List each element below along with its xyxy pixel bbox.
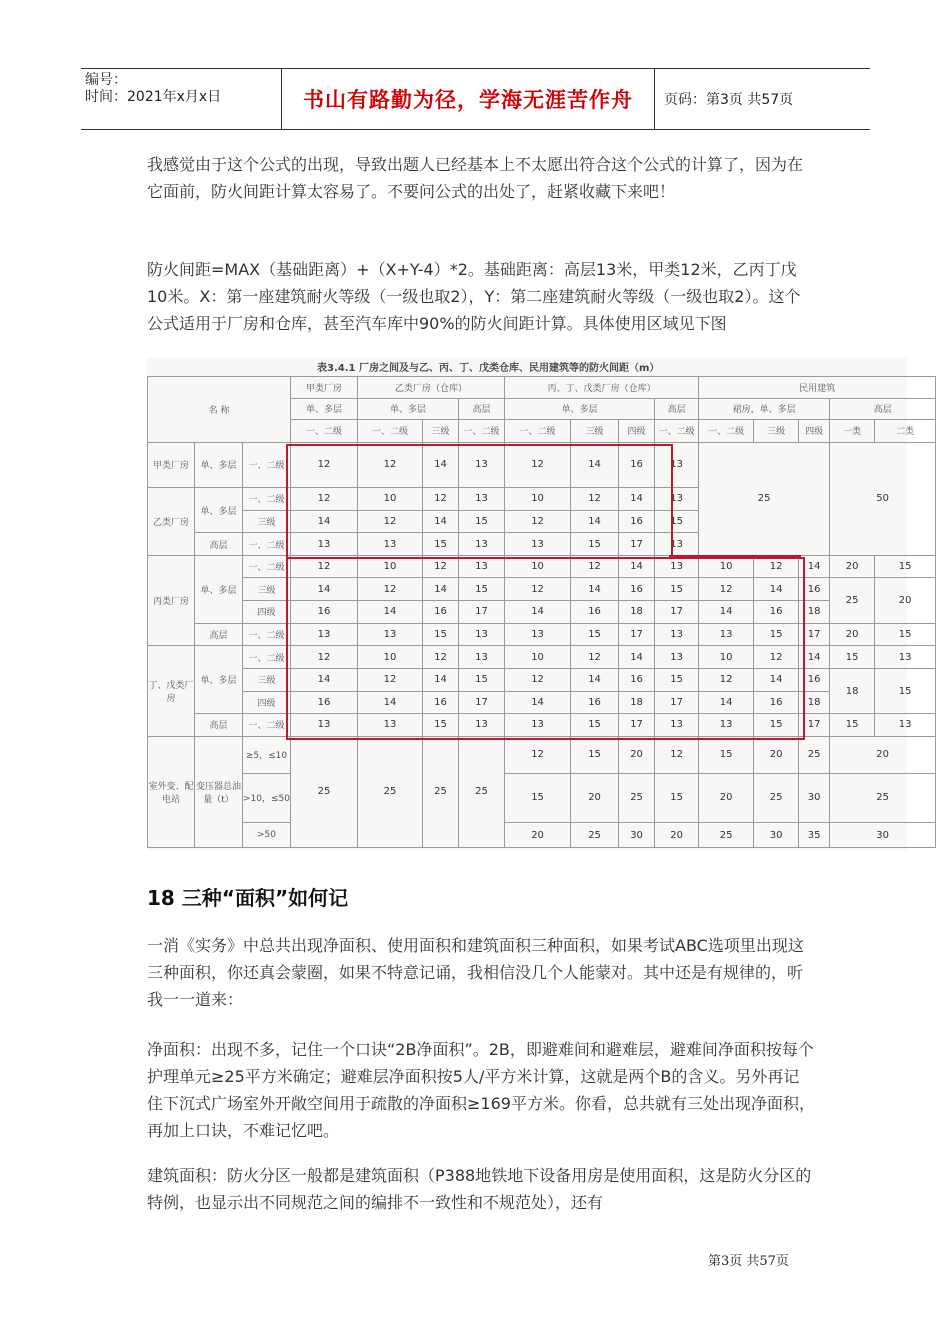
row-grade: 四级 bbox=[243, 691, 291, 714]
table-cell: 14 bbox=[291, 510, 358, 533]
table-cell: 13 bbox=[459, 488, 505, 511]
table-cell: 25 bbox=[358, 736, 423, 847]
table-cell: 16 bbox=[291, 601, 358, 624]
page-footer: 第3页 共57页 bbox=[708, 1254, 789, 1269]
table-cell: 10 bbox=[358, 646, 423, 669]
table-cell: 14 bbox=[619, 555, 655, 578]
table-cell: 25 bbox=[830, 578, 875, 623]
table-cell: 17 bbox=[619, 533, 655, 556]
table-cell: 15 bbox=[699, 736, 754, 773]
table-cell: 12 bbox=[699, 668, 754, 691]
row-grade: 四级 bbox=[243, 601, 291, 624]
table-cell: 10 bbox=[699, 646, 754, 669]
header-yi: 乙类厂房（仓库） bbox=[358, 377, 505, 399]
table-cell: 12 bbox=[754, 646, 799, 669]
page-label: 页码：第3页 共57页 bbox=[664, 92, 794, 108]
header-jia: 甲类厂房 bbox=[291, 377, 358, 399]
grade-cell: 一、二级 bbox=[358, 420, 423, 443]
table-cell: 25 bbox=[459, 736, 505, 847]
table-cell: 14 bbox=[699, 601, 754, 624]
highlight-box-lower bbox=[286, 557, 805, 740]
row-grade: 一、二级 bbox=[243, 533, 291, 556]
table-cell: 14 bbox=[423, 510, 459, 533]
table-cell: 30 bbox=[830, 823, 936, 848]
table-cell: 12 bbox=[358, 578, 423, 601]
table-cell: 30 bbox=[619, 823, 655, 848]
table-cell: 25 bbox=[754, 773, 799, 822]
table-cell: 15 bbox=[655, 668, 699, 691]
grade-cell: 三级 bbox=[571, 420, 619, 443]
highlight-box-step bbox=[669, 555, 801, 557]
table-cell: 50 bbox=[830, 442, 936, 555]
table-cell: 17 bbox=[459, 601, 505, 624]
table-cell: 10 bbox=[505, 555, 571, 578]
row-sub: 高层 bbox=[195, 714, 243, 737]
table-cell: 12 bbox=[291, 488, 358, 511]
table-cell: 16 bbox=[754, 601, 799, 624]
row-grade: 一、二级 bbox=[243, 488, 291, 511]
table-cell: 13 bbox=[699, 623, 754, 646]
table-cell: 15 bbox=[505, 773, 571, 822]
row-label-transformer: 变压器总油量（t） bbox=[195, 736, 243, 847]
row-grade: 三级 bbox=[243, 510, 291, 533]
table-cell: 17 bbox=[799, 714, 830, 737]
table-cell: 20 bbox=[699, 773, 754, 822]
table-cell: 15 bbox=[459, 578, 505, 601]
header-jia-dan: 单、多层 bbox=[291, 398, 358, 420]
table-cell: 12 bbox=[505, 668, 571, 691]
table-cell: 18 bbox=[830, 668, 875, 713]
table-cell: 20 bbox=[571, 773, 619, 822]
time-label: 时间：2021年x月x日 bbox=[85, 89, 222, 105]
table-cell: 20 bbox=[505, 823, 571, 848]
table-cell: 16 bbox=[619, 510, 655, 533]
table-cell: 15 bbox=[571, 714, 619, 737]
table-cell: 15 bbox=[655, 773, 699, 822]
table-cell: 12 bbox=[358, 442, 423, 487]
table-cell: 13 bbox=[655, 442, 699, 487]
grade-cell: 一、二级 bbox=[505, 420, 571, 443]
grade-cell: 一、二级 bbox=[459, 420, 505, 443]
table-cell: 14 bbox=[571, 442, 619, 487]
table-cell: 13 bbox=[875, 714, 936, 737]
table-cell: 18 bbox=[799, 601, 830, 624]
number-label: 编号： bbox=[85, 72, 127, 88]
table-cell: 14 bbox=[699, 691, 754, 714]
row-grade: >10，≤50 bbox=[243, 773, 291, 822]
table-cell: 14 bbox=[571, 510, 619, 533]
row-grade: 一、二级 bbox=[243, 623, 291, 646]
table-caption: 表3.4.1 厂房之间及与乙、丙、丁、戊类仓库、民用建筑等的防火间距（m） bbox=[317, 363, 660, 374]
table-cell: 12 bbox=[291, 555, 358, 578]
grade-cell: 一、二级 bbox=[699, 420, 754, 443]
table-cell: 16 bbox=[754, 691, 799, 714]
table-cell: 25 bbox=[830, 773, 936, 822]
table-cell: 14 bbox=[754, 578, 799, 601]
table-cell: 16 bbox=[423, 601, 459, 624]
table-cell: 13 bbox=[875, 646, 936, 669]
table-cell: 12 bbox=[505, 736, 571, 773]
table-cell: 20 bbox=[830, 736, 936, 773]
table-cell: 25 bbox=[571, 823, 619, 848]
table-cell: 20 bbox=[619, 736, 655, 773]
table-cell: 13 bbox=[459, 623, 505, 646]
table-cell: 25 bbox=[699, 823, 754, 848]
table-cell: 14 bbox=[754, 668, 799, 691]
table-cell: 14 bbox=[619, 488, 655, 511]
row-sub: 单、多层 bbox=[195, 442, 243, 487]
table-cell: 12 bbox=[358, 510, 423, 533]
table-cell: 14 bbox=[505, 601, 571, 624]
table-cell: 12 bbox=[505, 510, 571, 533]
table-cell: 12 bbox=[291, 646, 358, 669]
table-cell: 18 bbox=[799, 691, 830, 714]
table-cell: 14 bbox=[571, 578, 619, 601]
table-cell: 10 bbox=[505, 488, 571, 511]
paragraph-building-area: 建筑面积：防火分区一般都是建筑面积（P388地铁地下设备用房是使用面积，这是防火分区的特例，也显示出不同规范之间的编排不一致性和不规范处），还有 bbox=[147, 1166, 812, 1212]
table-cell: 15 bbox=[875, 668, 936, 713]
table-cell: 25 bbox=[423, 736, 459, 847]
table-cell: 20 bbox=[830, 555, 875, 578]
table-cell: 14 bbox=[358, 691, 423, 714]
header-min-gao: 高层 bbox=[830, 398, 936, 420]
row-grade: 一、二级 bbox=[243, 714, 291, 737]
table-cell: 14 bbox=[423, 578, 459, 601]
header-bing-dan: 单、多层 bbox=[505, 398, 655, 420]
row-label-yi: 乙类厂房 bbox=[148, 488, 195, 556]
table-cell: 12 bbox=[571, 488, 619, 511]
table-cell: 20 bbox=[655, 823, 699, 848]
row-label-jia: 甲类厂房 bbox=[148, 442, 195, 487]
section-title: 18 三种“面积”如何记 bbox=[147, 886, 349, 910]
table-cell: 13 bbox=[699, 714, 754, 737]
table-cell: 17 bbox=[619, 714, 655, 737]
table-cell: 35 bbox=[799, 823, 830, 848]
row-grade: 一、二级 bbox=[243, 555, 291, 578]
header-bing: 丙、丁、戊类厂房（仓库） bbox=[505, 377, 699, 399]
table-cell: 12 bbox=[423, 555, 459, 578]
table-cell: 13 bbox=[505, 623, 571, 646]
table-cell: 12 bbox=[754, 555, 799, 578]
table-cell: 15 bbox=[423, 533, 459, 556]
table-cell: 30 bbox=[799, 773, 830, 822]
table-cell: 15 bbox=[830, 646, 875, 669]
table-cell: 14 bbox=[291, 668, 358, 691]
page-header bbox=[81, 68, 870, 130]
table-cell: 30 bbox=[754, 823, 799, 848]
table-cell: 18 bbox=[619, 691, 655, 714]
header-yi-gao: 高层 bbox=[459, 398, 505, 420]
table-cell: 15 bbox=[459, 510, 505, 533]
table-cell: 16 bbox=[799, 578, 830, 601]
grade-cell: 四级 bbox=[619, 420, 655, 443]
table-cell: 15 bbox=[754, 623, 799, 646]
table-cell: 17 bbox=[655, 691, 699, 714]
class-cell: 一类 bbox=[830, 420, 875, 443]
table-cell: 16 bbox=[571, 601, 619, 624]
row-grade: ≥5，≤10 bbox=[243, 736, 291, 773]
table-cell: 17 bbox=[655, 601, 699, 624]
row-sub: 单、多层 bbox=[195, 555, 243, 623]
table-cell: 14 bbox=[505, 691, 571, 714]
row-sub: 高层 bbox=[195, 533, 243, 556]
table-cell: 13 bbox=[459, 646, 505, 669]
table-cell: 10 bbox=[358, 488, 423, 511]
table-cell: 15 bbox=[655, 510, 699, 533]
table-cell: 14 bbox=[423, 668, 459, 691]
row-grade: >50 bbox=[243, 823, 291, 848]
paragraph-net-area: 净面积：出现不多，记住一个口诀“2B净面积”。2B，即避难间和避难层，避难间净面积按每个护理单元≥25平方米确定；避难层净面积按5人/平方米计算，这就是两个B的含义。另外再记住下沉式广场室外开敞空间用于疏散的净面积≥169平方米。你看，总共就有三处出现净面积，再加上口诀，不难记忆吧。 bbox=[147, 1040, 815, 1140]
table-cell: 13 bbox=[459, 442, 505, 487]
row-label-ding: 丁、戊类厂房 bbox=[148, 646, 195, 736]
grade-cell: 一、二级 bbox=[291, 420, 358, 443]
table-cell: 15 bbox=[571, 623, 619, 646]
table-cell: 15 bbox=[754, 714, 799, 737]
row-sub: 单、多层 bbox=[195, 488, 243, 533]
table-cell: 25 bbox=[291, 736, 358, 847]
table-cell: 10 bbox=[505, 646, 571, 669]
table-cell: 12 bbox=[423, 488, 459, 511]
row-label-bing: 丙类厂房 bbox=[148, 555, 195, 645]
table-cell: 13 bbox=[459, 533, 505, 556]
table-cell: 12 bbox=[699, 578, 754, 601]
table-cell: 13 bbox=[291, 533, 358, 556]
table-cell: 17 bbox=[619, 623, 655, 646]
table-cell: 25 bbox=[619, 773, 655, 822]
table-cell: 18 bbox=[619, 601, 655, 624]
table-cell: 13 bbox=[505, 533, 571, 556]
row-grade: 一、二级 bbox=[243, 442, 291, 487]
table-cell: 13 bbox=[655, 623, 699, 646]
table-cell: 13 bbox=[655, 533, 699, 556]
table-cell: 12 bbox=[655, 736, 699, 773]
table-cell: 12 bbox=[358, 668, 423, 691]
table-cell: 12 bbox=[505, 442, 571, 487]
row-grade: 一、二级 bbox=[243, 646, 291, 669]
class-cell: 二类 bbox=[875, 420, 936, 443]
paragraph-areas: 一消《实务》中总共出现净面积、使用面积和建筑面积三种面积，如果考试ABC选项里出现这三种面积，你还真会蒙圈，如果不特意记诵，我相信没几个人能蒙对。其中还是有规律的，听我一一道来： bbox=[147, 936, 804, 1009]
table-cell: 16 bbox=[423, 691, 459, 714]
table-cell: 15 bbox=[459, 668, 505, 691]
table-cell: 14 bbox=[571, 668, 619, 691]
table-cell: 15 bbox=[655, 578, 699, 601]
header-min: 民用建筑 bbox=[699, 377, 936, 399]
table-cell: 13 bbox=[358, 533, 423, 556]
table-cell: 13 bbox=[291, 714, 358, 737]
table-cell: 14 bbox=[358, 601, 423, 624]
table-cell: 14 bbox=[619, 646, 655, 669]
table-cell: 14 bbox=[799, 646, 830, 669]
table-cell: 15 bbox=[423, 623, 459, 646]
table-cell: 14 bbox=[291, 578, 358, 601]
table-cell: 14 bbox=[423, 442, 459, 487]
table-cell: 12 bbox=[423, 646, 459, 669]
header-bing-gao: 高层 bbox=[655, 398, 699, 420]
table-cell: 15 bbox=[875, 623, 936, 646]
table-cell: 12 bbox=[291, 442, 358, 487]
table-cell: 13 bbox=[505, 714, 571, 737]
row-sub: 高层 bbox=[195, 623, 243, 646]
table-cell: 25 bbox=[799, 736, 830, 773]
table-cell: 13 bbox=[358, 623, 423, 646]
table-cell: 15 bbox=[830, 714, 875, 737]
table-cell: 17 bbox=[459, 691, 505, 714]
highlight-box-upper bbox=[286, 444, 673, 559]
table-cell: 15 bbox=[875, 555, 936, 578]
table-cell: 16 bbox=[291, 691, 358, 714]
table-cell: 13 bbox=[655, 646, 699, 669]
table-cell: 10 bbox=[358, 555, 423, 578]
grade-cell: 三级 bbox=[754, 420, 799, 443]
table-cell: 25 bbox=[699, 442, 830, 555]
row-grade: 三级 bbox=[243, 578, 291, 601]
slogan: 书山有路勤为径，学海无涯苦作舟 bbox=[281, 69, 655, 129]
table-cell: 14 bbox=[799, 555, 830, 578]
grade-cell: 一、二级 bbox=[655, 420, 699, 443]
header-min-qun: 裙房，单、多层 bbox=[699, 398, 830, 420]
table-cell: 13 bbox=[459, 555, 505, 578]
paragraph-intro: 我感觉由于这个公式的出现，导致出题人已经基本上不太愿出符合这个公式的计算了，因为在它面前，防火间距计算太容易了。不要问公式的出处了，赶紧收藏下来吧！ bbox=[147, 155, 804, 201]
table-cell: 20 bbox=[830, 623, 875, 646]
table-cell: 12 bbox=[571, 646, 619, 669]
table-cell: 16 bbox=[619, 668, 655, 691]
table-cell: 12 bbox=[571, 555, 619, 578]
table-cell: 13 bbox=[655, 555, 699, 578]
table-cell: 15 bbox=[571, 736, 619, 773]
table-cell: 12 bbox=[505, 578, 571, 601]
table-cell: 16 bbox=[619, 578, 655, 601]
table-cell: 16 bbox=[571, 691, 619, 714]
table-cell: 13 bbox=[358, 714, 423, 737]
row-label-substation: 室外变、配电站 bbox=[148, 736, 195, 847]
table-cell: 13 bbox=[655, 714, 699, 737]
table-cell: 13 bbox=[291, 623, 358, 646]
row-grade: 三级 bbox=[243, 668, 291, 691]
paragraph-formula: 防火间距=MAX（基础距离）+（X+Y-4）*2。基础距离：高层13米，甲类12米，乙丙丁戊10米。X：第一座建筑耐火等级（一级也取2），Y：第二座建筑耐火等级（一级也取2）。这个公式适用于厂房和仓库，甚至汽车库中90%的防火间距计算。具体使用区域见下图 bbox=[147, 260, 801, 333]
table-cell: 13 bbox=[459, 714, 505, 737]
table-cell: 20 bbox=[875, 578, 936, 623]
table-cell: 13 bbox=[655, 488, 699, 511]
table-cell: 20 bbox=[754, 736, 799, 773]
row-sub: 单、多层 bbox=[195, 646, 243, 714]
table-cell: 16 bbox=[619, 442, 655, 487]
table-cell: 17 bbox=[799, 623, 830, 646]
header-name: 名 称 bbox=[148, 377, 291, 443]
table-cell: 15 bbox=[423, 714, 459, 737]
grade-cell: 四级 bbox=[799, 420, 830, 443]
table-cell: 16 bbox=[799, 668, 830, 691]
header-meta bbox=[81, 69, 281, 129]
header-yi-dan: 单、多层 bbox=[358, 398, 459, 420]
grade-cell: 三级 bbox=[423, 420, 459, 443]
table-cell: 15 bbox=[571, 533, 619, 556]
table-cell: 10 bbox=[699, 555, 754, 578]
